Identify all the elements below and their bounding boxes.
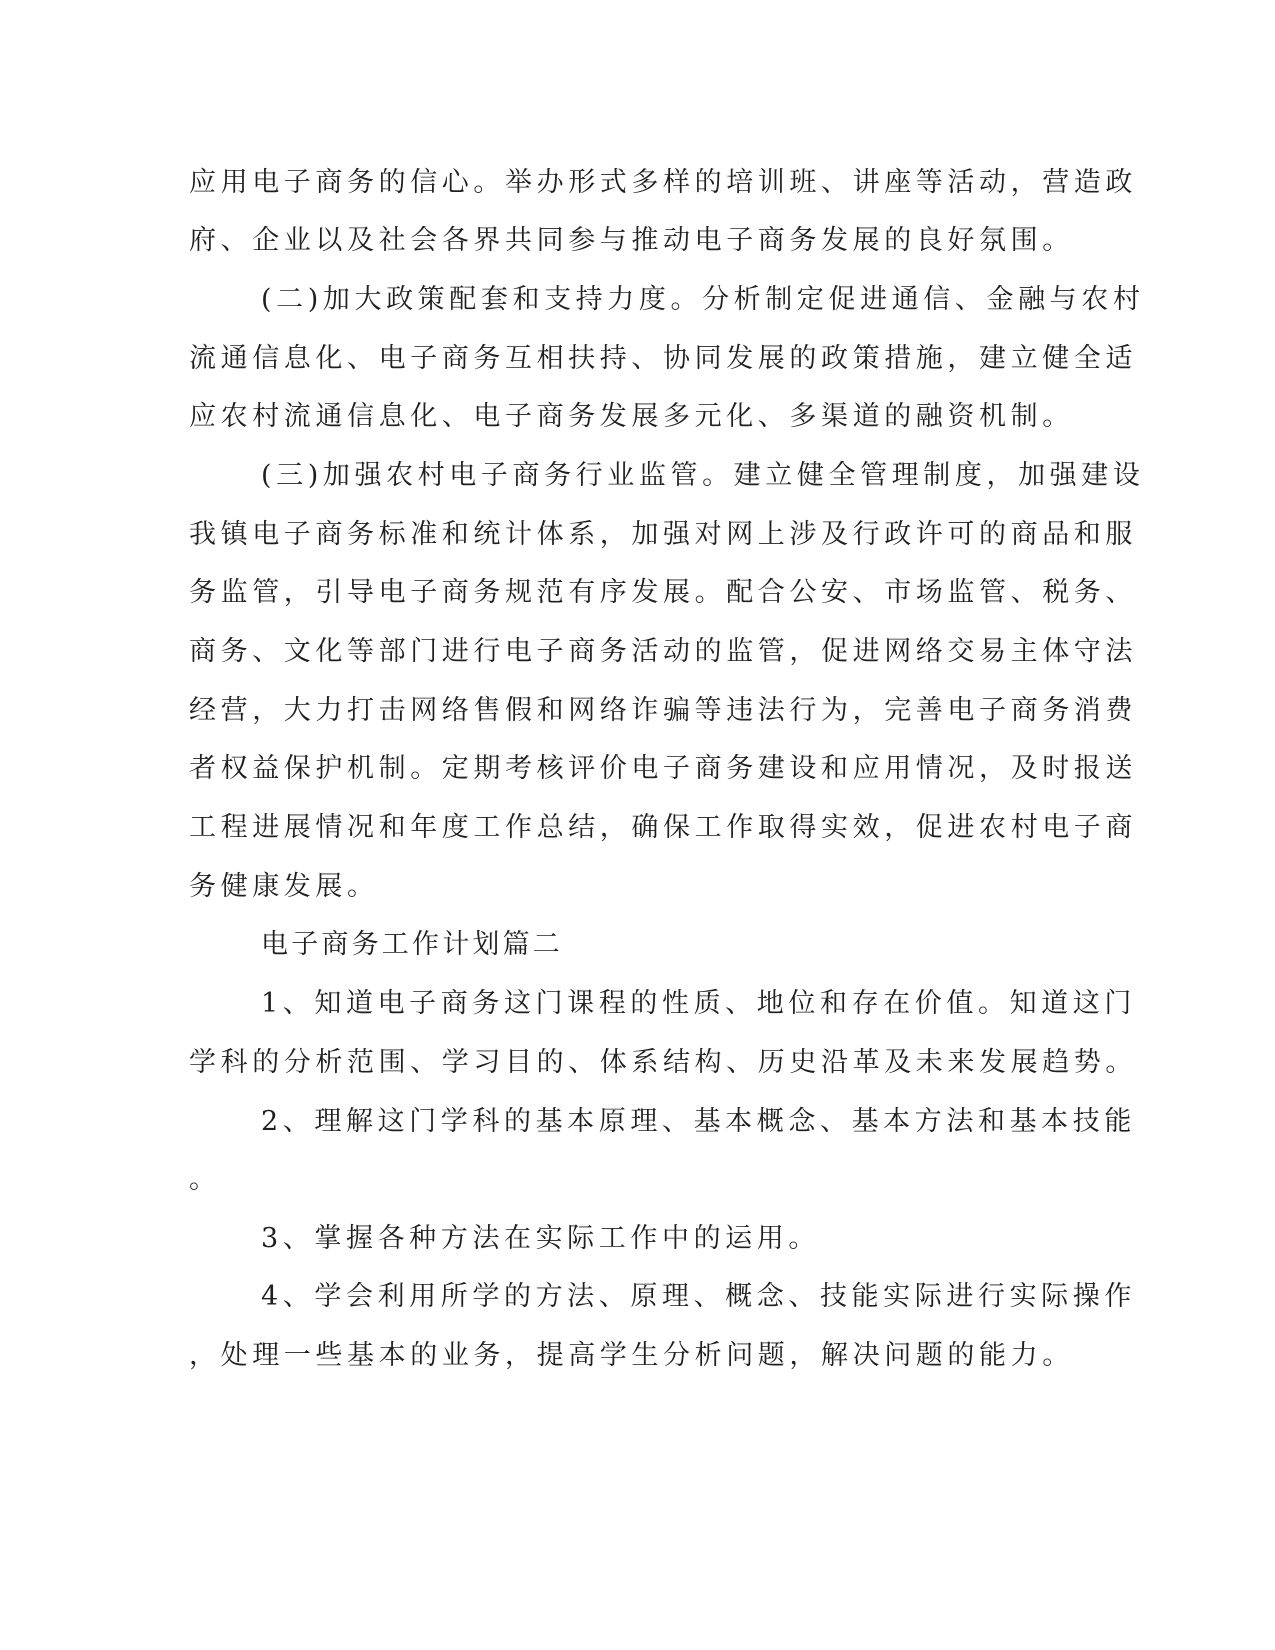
- text-line: 工程进展情况和年度工作总结，确保工作取得实效，促进农村电子商: [189, 812, 1137, 843]
- section-heading: 电子商务工作计划篇二: [261, 929, 563, 960]
- text-line: 府、企业以及社会各界共同参与推动电子商务发展的良好氛围。: [189, 225, 1074, 256]
- text-line: 应农村流通信息化、电子商务发展多元化、多渠道的融资机制。: [189, 401, 1074, 432]
- list-item-1: 1、知道电子商务这门课程的性质、地位和存在价值。知道这门: [261, 988, 1136, 1019]
- paragraph-2-start: (二)加大政策配套和支持力度。分析制定促进通信、金融与农村: [261, 284, 1145, 315]
- text-line: 务健康发展。: [189, 871, 379, 902]
- text-line: ，处理一些基本的业务，提高学生分析问题，解决问题的能力。: [189, 1340, 1074, 1371]
- text-line: 者权益保护机制。定期考核评价电子商务建设和应用情况，及时报送: [189, 753, 1137, 784]
- paragraph-3-start: (三)加强农村电子商务行业监管。建立健全管理制度，加强建设: [261, 460, 1145, 491]
- text-line: 我镇电子商务标准和统计体系，加强对网上涉及行政许可的商品和服: [189, 519, 1137, 550]
- text-line: 商务、文化等部门进行电子商务活动的监管，促进网络交易主体守法: [189, 636, 1137, 667]
- list-item-2: 2、理解这门学科的基本原理、基本概念、基本方法和基本技能: [261, 1106, 1136, 1137]
- text-line: 经营，大力打击网络售假和网络诈骗等违法行为，完善电子商务消费: [189, 695, 1137, 726]
- text-line: 学科的分析范围、学习目的、体系结构、历史沿革及未来发展趋势。: [189, 1047, 1137, 1078]
- list-item-4: 4、学会利用所学的方法、原理、概念、技能实际进行实际操作: [261, 1281, 1136, 1312]
- text-line: 务监管，引导电子商务规范有序发展。配合公安、市场监管、税务、: [189, 577, 1137, 608]
- list-item-3: 3、掌握各种方法在实际工作中的运用。: [261, 1223, 820, 1254]
- text-line: 。: [189, 1164, 221, 1195]
- text-line: 应用电子商务的信心。举办形式多样的培训班、讲座等活动，营造政: [189, 167, 1137, 198]
- text-line: 流通信息化、电子商务互相扶持、协同发展的政策措施，建立健全适: [189, 343, 1137, 374]
